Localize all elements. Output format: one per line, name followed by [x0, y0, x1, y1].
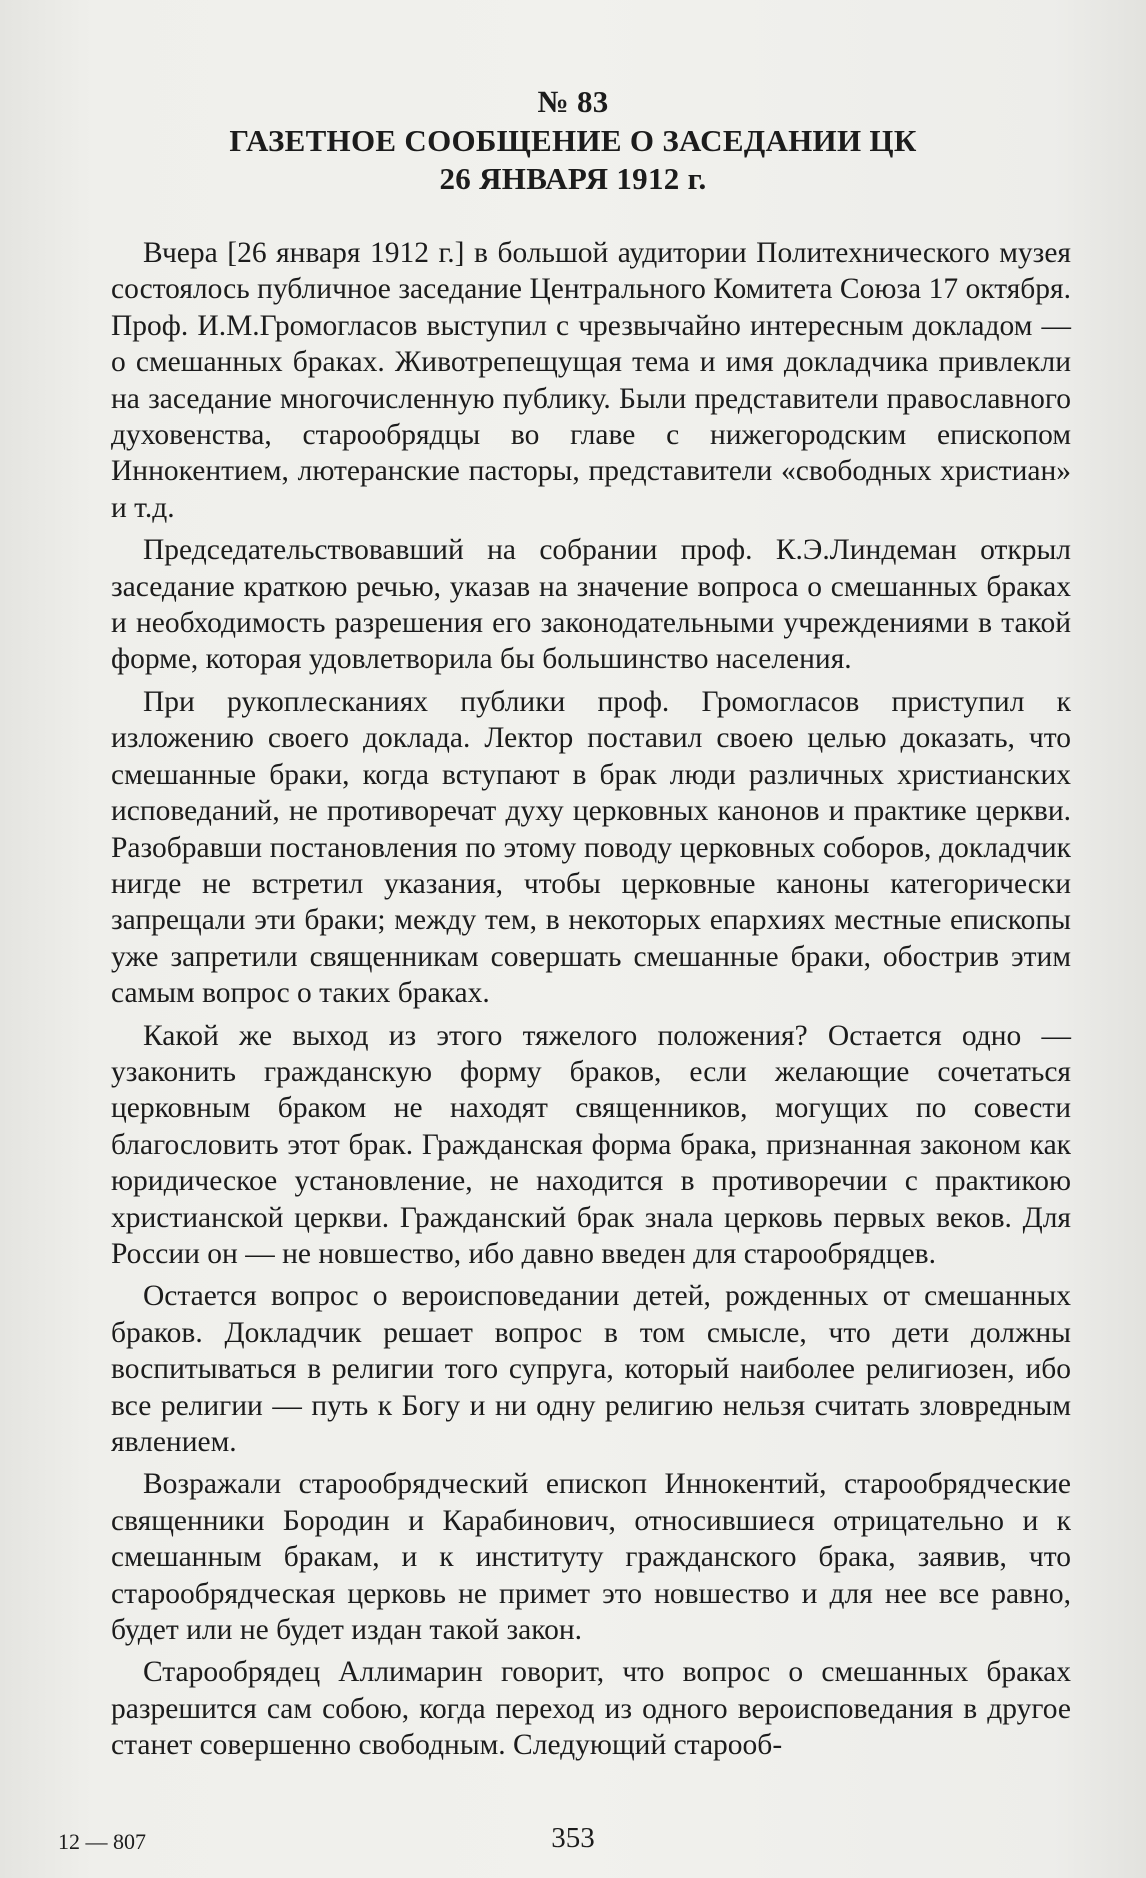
paragraph-3: При рукоплесканиях публики проф. Громогласов приступил к изложению своего доклада. Лектор поставил своею целью доказать, что смешанные браки, когда вступают в брак люди различных христианских исповеданий, не противоречат духу церковных канонов и практике церкви. Разобравши постановления по этому поводу церковных соборов, докладчик нигде не встретил указания, чтобы церковные каноны категорически запрещали эти браки; между тем, в некоторых епархиях местные епископы уже запретили священникам совершать смешанные браки, обострив этим самым вопрос о таких браках. — [111, 685, 1071, 1010]
page-number: 353 — [551, 1822, 595, 1854]
paragraph-2: Председательствовавший на собрании проф. К.Э.Линдеман открыл заседание краткою речью, указав на значение вопроса о смешанных браках и необходимость разрешения его законодательными учреждениями в такой форме, которая удовлетворила бы большинство населения. — [111, 534, 1071, 676]
document-number: № 83 — [537, 84, 609, 119]
printer-signature: 12 — 807 — [58, 1829, 146, 1854]
paragraph-1: Вчера [26 января 1912 г.] в большой аудитории Политехнического музея состоялось публичное заседание Центрального Комитета Союза 17 октября. Проф. И.М.Громогласов выступил с чрезвычайно интересным докладом — о смешанных браках. Животрепещущая тема и имя докладчика привлекли на заседание многочисленную публику. Были представители православного духовенства, старообрядцы во главе с нижегородским епископом Иннокентием, лютеранские пасторы, представители «свободных христиан» и т.д. — [111, 237, 1071, 524]
paragraph-4: Какой же выход из этого тяжелого положения? Остается одно — узаконить гражданскую форму браков, если желающие сочетаться церковным браком не находят священников, могущих по совести благословить этот брак. Гражданская форма брака, признанная законом как юридическое установление, не находится в противоречии с практикою христианской церкви. Гражданский брак знала церковь первых веков. Для России он — не новшество, ибо давно введен для старообрядцев. — [111, 1019, 1071, 1270]
document-title: ГАЗЕТНОЕ СООБЩЕНИЕ О ЗАСЕДАНИИ ЦК — [229, 123, 917, 158]
article-body — [111, 235, 1071, 1770]
document-date: 26 ЯНВАРЯ 1912 г. — [439, 161, 707, 196]
paragraph-6: Возражали старообрядческий епископ Иннокентий, старообрядческие священники Бородин и Карабинович, относившиеся отрицательно и к смешанным бракам, и к институту гражданского брака, заявив, что старообрядческая церковь не примет это новшество и для нее все равно, будет или не будет издан такой закон. — [111, 1468, 1071, 1647]
paragraph-7: Старообрядец Аллимарин говорит, что вопрос о смешанных браках разрешится сам собою, когда переход из одного вероисповедания в другое станет совершенно свободным. Следующий старооб- — [111, 1656, 1071, 1762]
paragraph-5: Остается вопрос о вероисповедании детей, рожденных от смешанных браков. Докладчик решает вопрос в том смысле, что дети должны воспитываться в религии того супруга, который наиболее религиозен, ибо все религии — путь к Богу и ни одну религию нельзя считать зловредным явлением. — [111, 1280, 1071, 1458]
